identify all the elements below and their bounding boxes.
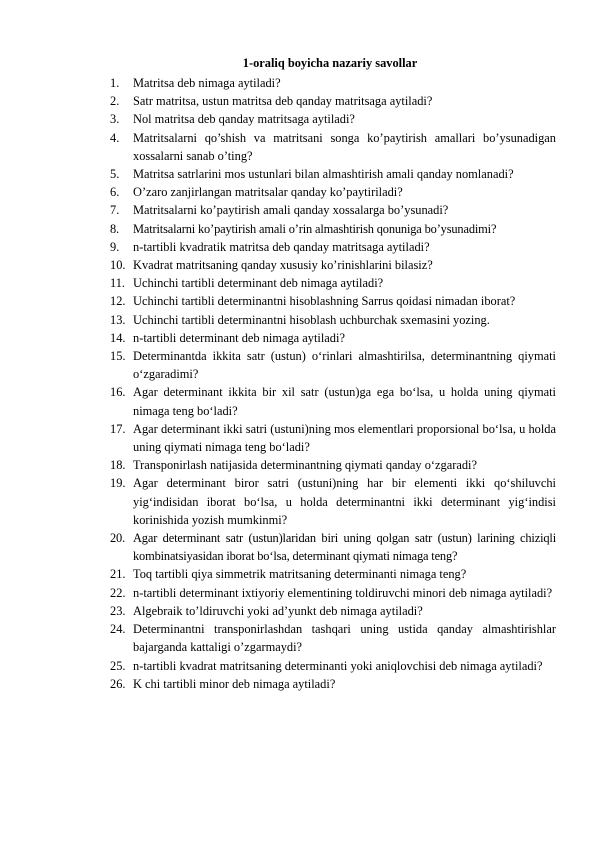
question-item bbox=[110, 474, 556, 529]
question-text: Satr matritsa, ustun matritsa deb qanday matritsaga aytiladi? bbox=[133, 94, 433, 109]
question-text: n-tartibli kvadratik matritsa deb qanday matritsaga aytiladi? bbox=[133, 239, 430, 254]
question-text: Agar determinant ikkita bir xil satr (ustun)ga ega bo‘lsa, u holda uning qiymati nimaga teng bo‘ladi? bbox=[133, 385, 556, 418]
question-item bbox=[110, 129, 556, 165]
question-item bbox=[110, 347, 556, 383]
document-title: 1-oraliq boyicha nazariy savollar bbox=[242, 56, 418, 70]
question-number: 1. bbox=[110, 76, 120, 90]
question-list bbox=[110, 74, 556, 693]
question-text: Agar determinant satr (ustun)laridan biri uning qolgan satr (ustun) larining chiziqli kombinatsiyasidan iborat bo‘lsa, determinant qiymati nimaga teng? bbox=[133, 531, 556, 564]
question-item bbox=[110, 311, 556, 329]
question-item bbox=[110, 620, 556, 656]
question-number: 7. bbox=[110, 203, 120, 218]
question-number: 15. bbox=[110, 349, 126, 364]
question-text: O’zaro zanjirlangan matritsalar qanday ko’paytiriladi? bbox=[133, 185, 403, 200]
question-number: 14. bbox=[110, 330, 126, 345]
question-item bbox=[110, 565, 556, 583]
question-number: 5. bbox=[110, 167, 120, 182]
question-item bbox=[110, 329, 556, 347]
question-text: Toq tartibli qiya simmetrik matritsaning determinanti nimaga teng? bbox=[133, 567, 467, 582]
question-item bbox=[110, 657, 556, 675]
question-item bbox=[110, 456, 556, 474]
question-text: Determinantni transponirlashdan tashqari uning ustida qanday almashtirishlar bajarganda kattaligi o’zgarmaydi? bbox=[133, 622, 556, 655]
question-item bbox=[110, 529, 556, 565]
question-text: Matritsalarni ko’paytirish amali qanday xossalarga bo’ysunadi? bbox=[133, 203, 449, 218]
question-text: Uchinchi tartibli determinantni hisoblashning Sarrus qoidasi nimadan iborat? bbox=[133, 294, 516, 309]
question-text: n-tartibli determinant ixtiyoriy elementining toldiruvchi minori deb nimaga aytiladi? bbox=[133, 585, 553, 600]
question-number: 17. bbox=[110, 421, 126, 436]
question-number: 16. bbox=[110, 385, 126, 400]
question-text: Matritsa satrlarini mos ustunlari bilan almashtirish amali qanday nomlanadi? bbox=[133, 167, 514, 182]
question-text: Determinantda ikkita satr (ustun) o‘rinlari almashtirilsa, determinantning qiymati o‘zgaradimi? bbox=[133, 349, 556, 382]
question-item bbox=[110, 110, 556, 128]
question-number: 24. bbox=[110, 622, 126, 637]
question-item bbox=[110, 292, 556, 310]
question-text: Agar determinant biror satri (ustuni)ning har bir elementi ikki qo‘shiluvchi yig‘indisidan iborat bo‘lsa, u holda determinantni ikki determinant yig‘indisi korinishida yozish mumkinmi? bbox=[133, 476, 556, 527]
question-item bbox=[110, 584, 556, 602]
question-text: Transponirlash natijasida determinantning qiymati qanday o‘zgaradi? bbox=[133, 458, 477, 473]
question-number: 9. bbox=[110, 239, 120, 254]
question-number: 22. bbox=[110, 585, 126, 600]
question-number: 25. bbox=[110, 658, 126, 673]
question-number: 10. bbox=[110, 258, 126, 273]
question-number: 21. bbox=[110, 567, 126, 582]
question-item bbox=[110, 92, 556, 110]
question-item bbox=[110, 183, 556, 201]
question-text: Uchinchi tartibli determinantni hisoblash uchburchak sxemasini yozing. bbox=[133, 312, 490, 327]
question-text: Uchinchi tartibli determinant deb nimaga aytiladi? bbox=[133, 276, 384, 291]
question-text: n-tartibli determinant deb nimaga aytiladi? bbox=[133, 330, 345, 345]
question-number: 11. bbox=[110, 276, 126, 291]
question-item bbox=[110, 238, 556, 256]
question-text: K chi tartibli minor deb nimaga aytiladi? bbox=[133, 676, 336, 691]
question-text: Matritsalarni ko’paytirish amali o’rin almashtirish qonuniga bo’ysunadimi? bbox=[133, 221, 497, 236]
question-item bbox=[110, 74, 556, 92]
question-item bbox=[110, 220, 556, 238]
question-text: Matritsa deb nimaga aytiladi? bbox=[133, 76, 281, 90]
question-item bbox=[110, 420, 556, 456]
question-number: 3. bbox=[110, 112, 120, 127]
question-text: Algebraik to’ldiruvchi yoki ad’yunkt deb nimaga aytiladi? bbox=[133, 603, 423, 618]
question-number: 6. bbox=[110, 185, 120, 200]
question-number: 13. bbox=[110, 312, 126, 327]
question-number: 4. bbox=[110, 130, 120, 145]
question-number: 12. bbox=[110, 294, 126, 309]
question-item bbox=[110, 383, 556, 419]
question-number: 19. bbox=[110, 476, 126, 491]
question-number: 8. bbox=[110, 221, 119, 236]
question-text: n-tartibli kvadrat matritsaning determinanti yoki aniqlovchisi deb nimaga aytiladi? bbox=[133, 658, 543, 673]
question-number: 2. bbox=[110, 94, 120, 109]
question-number: 20. bbox=[110, 531, 126, 546]
question-number: 18. bbox=[110, 458, 126, 473]
question-item bbox=[110, 165, 556, 183]
question-number: 23. bbox=[110, 603, 126, 618]
question-item bbox=[110, 256, 556, 274]
question-text: Kvadrat matritsaning qanday xususiy ko’rinishlarini bilasiz? bbox=[133, 258, 433, 273]
question-item bbox=[110, 201, 556, 219]
question-item bbox=[110, 274, 556, 292]
question-text: Agar determinant ikki satri (ustuni)ning mos elementlari proporsional bo‘lsa, u holda uning qiymati nimaga teng bo‘ladi? bbox=[133, 421, 556, 455]
question-item bbox=[110, 675, 556, 693]
question-item bbox=[110, 602, 556, 620]
question-number: 26. bbox=[110, 676, 126, 691]
question-text: Nol matritsa deb qanday matritsaga aytiladi? bbox=[133, 112, 355, 127]
question-text: Matritsalarni qo’shish va matritsani songa ko’paytirish amallari bo’ysunadigan xossalarni sanab o’ting? bbox=[133, 130, 556, 163]
